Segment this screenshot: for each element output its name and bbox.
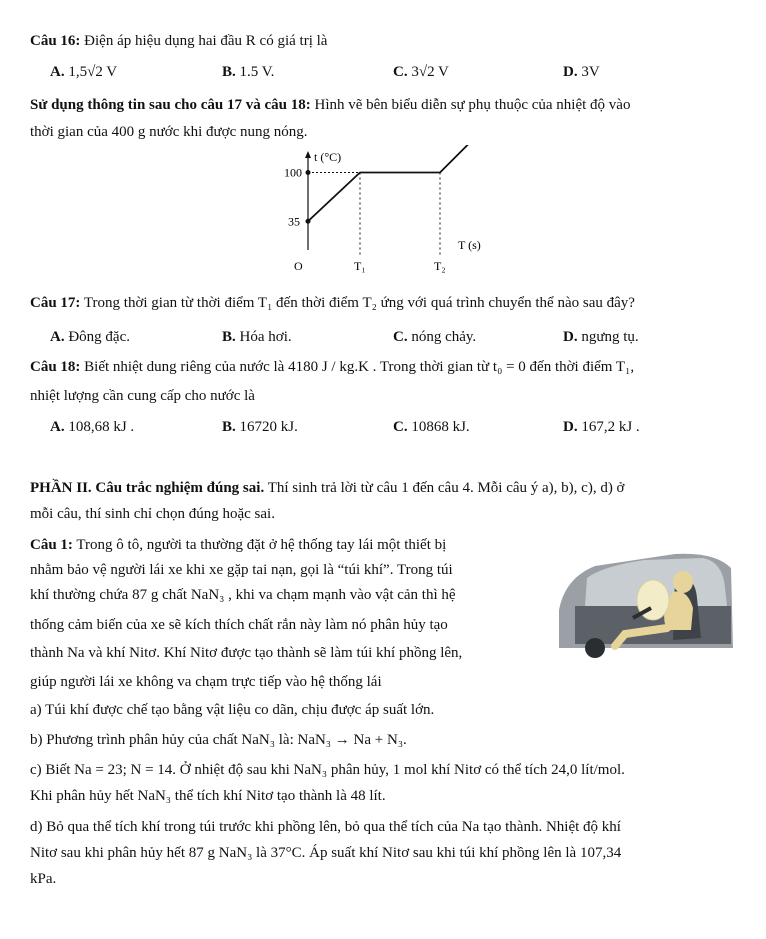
option-text: 108,68 kJ .: [68, 419, 135, 435]
option-text: nóng chảy.: [411, 329, 477, 345]
option-text: 1.5 V.: [239, 64, 275, 80]
option-text: Đông đặc.: [68, 329, 130, 345]
option-letter: B.: [222, 64, 236, 80]
option-letter: D.: [563, 419, 578, 435]
q1-statement-d-1: d) Bỏ qua thể tích khí trong túi trước khi phồng lên, bỏ qua thể tích của Na tạo thành. Nhiệt độ khí: [30, 819, 621, 835]
q1-text-4: thống cảm biến của xe sẽ kích thích chất rắn này làm nó phân hủy tạo: [30, 617, 448, 633]
option-letter: B.: [222, 329, 236, 345]
part2-heading: [30, 478, 625, 498]
x-axis-label: T (s): [458, 238, 481, 252]
q1-line-1: [30, 535, 446, 555]
option-letter: C.: [393, 64, 408, 80]
q1-text-2: nhằm bảo vệ người lái xe khi xe gặp tai nạn, gọi là “túi khí”. Trong túi: [30, 562, 453, 578]
q16-option-c: [393, 62, 449, 82]
q17-stem: [30, 293, 635, 313]
q18-text: Biết nhiệt dung riêng của nước là 4180 J / kg.K . Trong thời gian từ t₀ = 0 đến thời điểm T₁,: [84, 359, 635, 375]
q17-option-d: [563, 327, 639, 347]
part2-line-2: mỗi câu, thí sinh chỉ chọn đúng hoặc sai.: [30, 506, 275, 522]
q18-line-2: nhiệt lượng cần cung cấp cho nước là: [30, 388, 255, 404]
option-text: 3V: [581, 64, 600, 80]
q18-option-c: [393, 417, 470, 437]
q16-stem: [30, 31, 327, 51]
airbag-car-image: [555, 548, 735, 658]
q18-option-a: [50, 417, 134, 437]
q1-label: Câu 1:: [30, 537, 73, 553]
q1-statement-d-2: Nitơ sau khi phân hủy hết 87 g NaN₃ là 37°C. Áp suất khí Nitơ sau khi túi khí phồng lên là 107,34: [30, 845, 622, 861]
option-text: 3√2 V: [411, 64, 449, 80]
q18-stem: [30, 357, 634, 377]
option-text: 10868 kJ.: [411, 419, 470, 435]
temperature-time-chart: [270, 145, 500, 280]
q17-label: Câu 17:: [30, 295, 81, 311]
option-letter: A.: [50, 329, 65, 345]
option-text: ngưng tụ.: [581, 329, 639, 345]
option-letter: A.: [50, 419, 65, 435]
q1-statement-d-3: kPa.: [30, 871, 57, 887]
option-letter: C.: [393, 329, 408, 345]
intro-text: Hình vẽ bên biểu diễn sự phụ thuộc của nhiệt độ vào: [314, 97, 631, 113]
origin-label: O: [294, 259, 303, 273]
y-tick-label: 100: [284, 165, 302, 180]
q18-label: Câu 18:: [30, 359, 81, 375]
q1-text-3: khí thường chứa 87 g chất NaN₃ , khi va chạm mạnh vào vật cản thì hệ: [30, 587, 456, 603]
option-letter: D.: [563, 329, 578, 345]
q1-statement-c-2: Khi phân hủy hết NaN₃ thể tích khí Nitơ tạo thành là 48 lít.: [30, 788, 386, 804]
option-text: 16720 kJ.: [239, 419, 298, 435]
x-tick-label: T₁: [354, 259, 366, 273]
intro-line-1: [30, 95, 630, 115]
q16-option-a: [50, 62, 117, 82]
intro-label: Sử dụng thông tin sau cho câu 17 và câu 18:: [30, 97, 311, 113]
option-letter: D.: [563, 64, 578, 80]
option-text: 167,2 kJ .: [581, 419, 640, 435]
q16-option-d: [563, 62, 600, 82]
q1-text-1: Trong ô tô, người ta thường đặt ở hệ thống tay lái một thiết bị: [76, 537, 447, 553]
q18-option-d: [563, 417, 640, 437]
part2-text: Thí sinh trả lời từ câu 1 đến câu 4. Mỗi câu ý a), b), c), d) ở: [267, 480, 625, 496]
x-tick-label: T₂: [434, 259, 446, 273]
y-tick-label: 35: [288, 214, 300, 229]
q1-statement-a: a) Túi khí được chế tạo bằng vật liệu co dãn, chịu được áp suất lớn.: [30, 702, 435, 718]
part2-label: PHẦN II. Câu trắc nghiệm đúng sai.: [30, 480, 265, 496]
intro-line-2: thời gian của 400 g nước khi được nung nóng.: [30, 124, 308, 140]
q1-text-5: thành Na và khí Nitơ. Khí Nitơ được tạo thành sẽ làm túi khí phồng lên,: [30, 645, 463, 661]
y-axis-label: t (°C): [314, 150, 342, 164]
wheel-icon: [585, 638, 605, 658]
option-letter: A.: [50, 64, 65, 80]
option-letter: C.: [393, 419, 408, 435]
data-point: [306, 219, 311, 224]
q17-option-c: [393, 327, 476, 347]
option-text: 1,5√2 V: [68, 64, 118, 80]
option-text: Hóa hơi.: [239, 329, 292, 345]
y-axis-arrow-icon: [305, 151, 311, 158]
q1-statement-b: b) Phương trình phân hủy của chất NaN₃ là: NaN₃ → Na + N₃.: [30, 732, 407, 748]
q17-option-b: [222, 327, 292, 347]
q16-text: Điện áp hiệu dụng hai đầu R có giá trị là: [84, 33, 328, 49]
q17-text: Trong thời gian từ thời điểm T₁ đến thời điểm T₂ ứng với quá trình chuyển thể nào sau đây?: [83, 295, 635, 311]
q1-text-6: giúp người lái xe không va chạm trực tiếp vào hệ thống lái: [30, 674, 382, 690]
q18-option-b: [222, 417, 298, 437]
data-point: [306, 170, 311, 175]
q1-statement-c-1: c) Biết Na = 23; N = 14. Ở nhiệt độ sau khi NaN₃ phân hủy, 1 mol khí Nitơ có thể tích 24,0 lít/mol.: [30, 762, 625, 778]
q16-label: Câu 16:: [30, 33, 81, 49]
q17-option-a: [50, 327, 130, 347]
option-letter: B.: [222, 419, 236, 435]
q16-option-b: [222, 62, 274, 82]
driver-head-icon: [673, 571, 693, 593]
